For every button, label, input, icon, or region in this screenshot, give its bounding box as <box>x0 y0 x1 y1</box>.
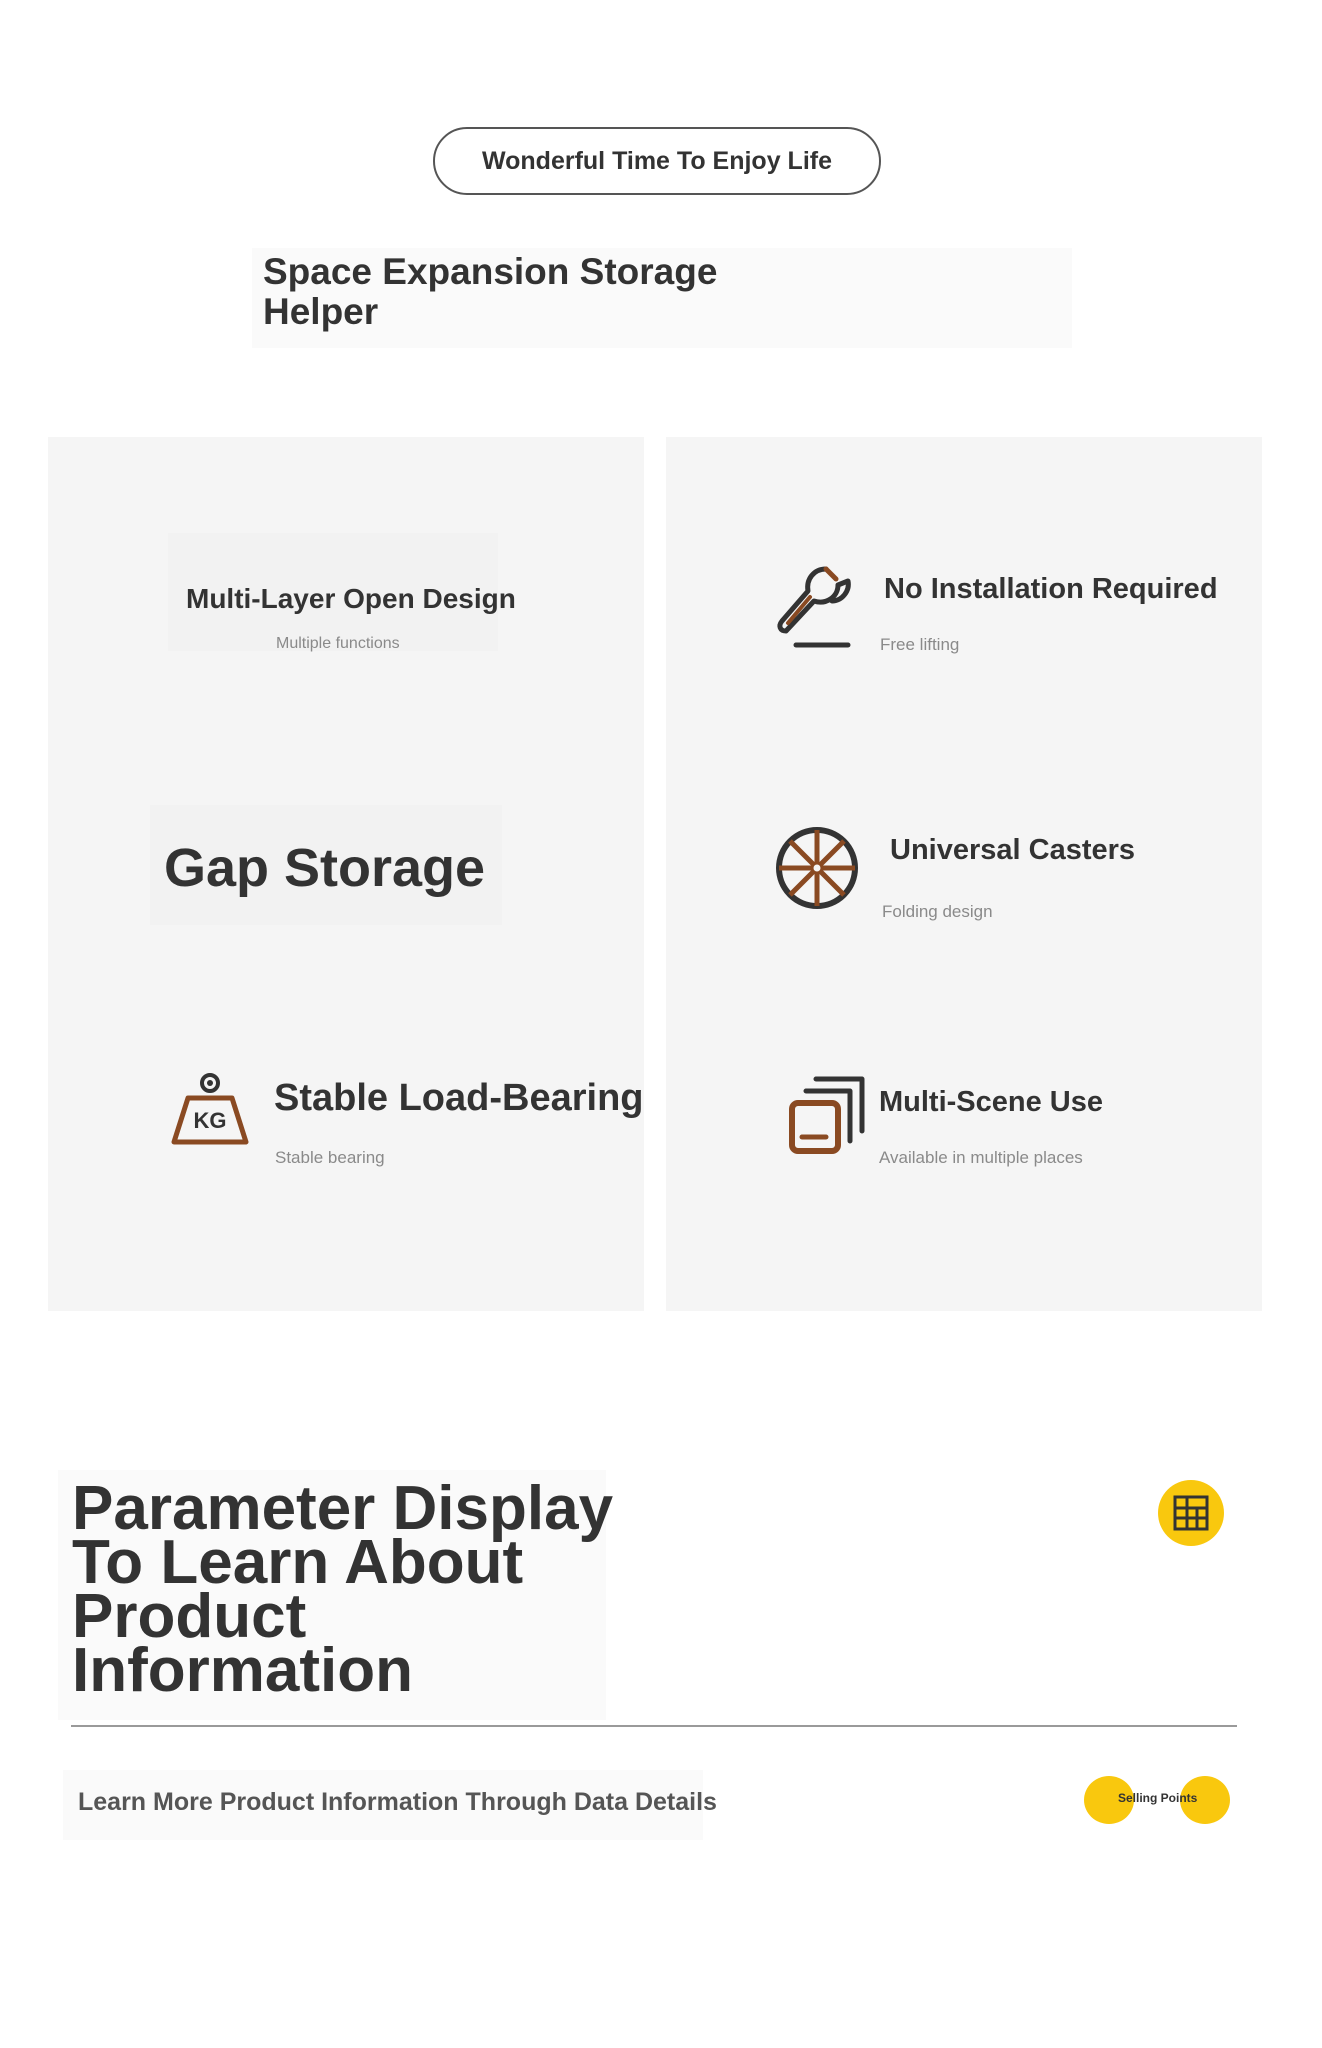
feature-title-multi-layer: Multi-Layer Open Design <box>186 583 516 614</box>
slogan-pill <box>433 127 881 195</box>
feature-title-multi-scene: Multi-Scene Use <box>879 1086 1103 1118</box>
wrench-icon <box>774 561 858 651</box>
wheel-icon <box>774 825 860 911</box>
weight-badge-text: KG <box>193 1108 227 1133</box>
feature-title-no-install: No Installation Required <box>884 573 1218 605</box>
feature-sub-no-install: Free lifting <box>880 635 960 654</box>
features-panel-left <box>48 437 644 1311</box>
feature-title-stable: Stable Load-Bearing <box>274 1077 644 1119</box>
weight-icon <box>170 1070 250 1150</box>
feature-sub-stable: Stable bearing <box>275 1148 385 1167</box>
feature-title-gap-storage: Gap Storage <box>164 838 486 898</box>
slogan-text: Wonderful Time To Enjoy Life <box>481 146 832 175</box>
feature-sub-multi-scene: Available in multiple places <box>879 1148 1083 1167</box>
page-subtitle: Space Expansion Storage Helper <box>263 251 718 332</box>
layers-icon <box>788 1075 868 1155</box>
features-panel-right <box>666 437 1262 1311</box>
selling-points-label: Selling Points <box>1118 1791 1198 1805</box>
grid-icon <box>1158 1480 1224 1546</box>
parameter-heading: Parameter Display To Learn About Product Information <box>72 1474 614 1705</box>
feature-sub-multi-layer: Multiple functions <box>276 635 400 652</box>
feature-sub-casters: Folding design <box>882 902 993 921</box>
learn-more-text: Learn More Product Information Through Data Details <box>78 1788 717 1816</box>
section-divider <box>71 1725 1237 1727</box>
feature-title-casters: Universal Casters <box>890 834 1136 866</box>
